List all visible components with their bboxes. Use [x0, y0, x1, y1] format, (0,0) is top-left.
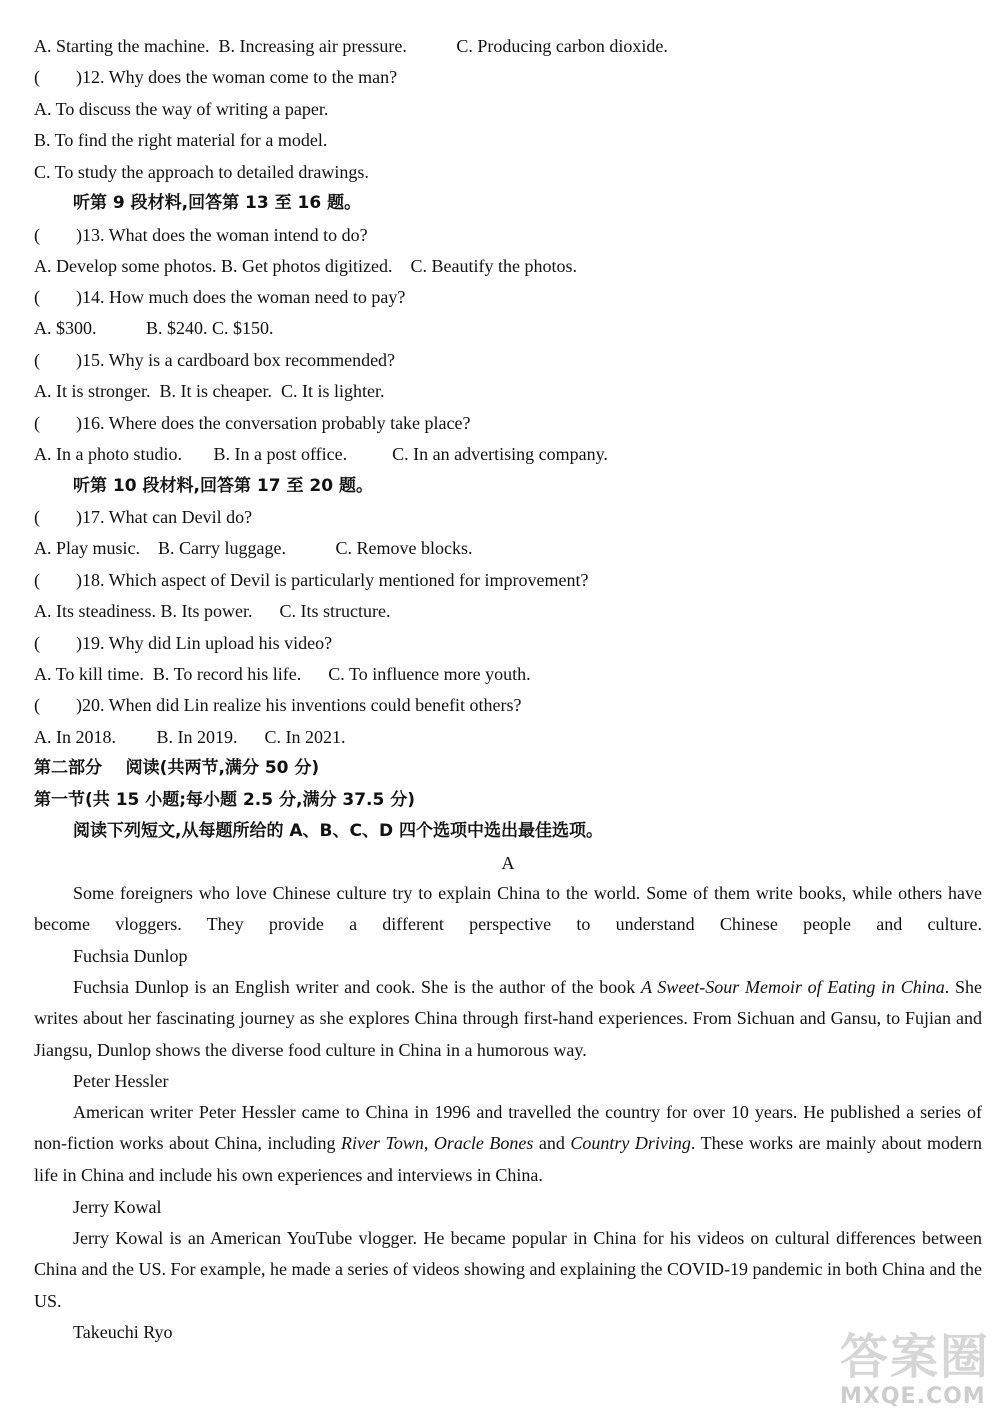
- book-title: Oracle Bones: [433, 1133, 534, 1154]
- option-line: A. To kill time. B. To record his life. C. To influence more youth.: [34, 664, 531, 684]
- question-18: ( )18. Which aspect of Devil is particularly mentioned for improvement?: [34, 570, 589, 590]
- question-19: ( )19. Why did Lin upload his video?: [34, 633, 333, 653]
- question-20: ( )20. When did Lin realize his inventions could benefit others?: [34, 695, 522, 715]
- person-name: Peter Hessler: [73, 1071, 169, 1091]
- option-line: A. Its steadiness. B. Its power. C. Its structure.: [34, 601, 391, 621]
- option-line: A. Develop some photos. B. Get photos digitized. C. Beautify the photos.: [34, 256, 577, 276]
- book-title: River Town: [341, 1133, 424, 1154]
- watermark-url: MXQE.COM: [840, 1384, 986, 1409]
- option-line: A. Play music. B. Carry luggage. C. Remove blocks.: [34, 538, 473, 558]
- option-line: A. In 2018. B. In 2019. C. In 2021.: [34, 727, 346, 747]
- passage-paragraph: American writer Peter Hessler came to China in 1996 and travelled the country for over 10 years. He published a series of non-fiction works about China, including River Town, Oracle Bones and Country Driving. These works are mainly about modern life in China and include his own experiences and interviews in China.: [34, 1102, 983, 1185]
- option-line: C. To study the approach to detailed drawings.: [34, 162, 369, 182]
- option-line: A. Starting the machine. B. Increasing air pressure. C. Producing carbon dioxide.: [34, 36, 668, 56]
- passage-intro: Some foreigners who love Chinese culture try to explain China to the world. Some of them write books, while others have become vloggers. They provide a different perspective to understand Chinese people and culture.: [34, 883, 982, 935]
- question-14: ( )14. How much does the woman need to pay?: [34, 287, 406, 307]
- option-line: B. To find the right material for a model.: [34, 130, 328, 150]
- passage-letter: A: [501, 853, 515, 873]
- option-line: A. In a photo studio. B. In a post office. C. In an advertising company.: [34, 444, 608, 464]
- person-name: Jerry Kowal: [73, 1197, 162, 1217]
- watermark-text: 答案圈: [840, 1329, 991, 1385]
- question-15: ( )15. Why is a cardboard box recommended?: [34, 350, 396, 370]
- person-name: Fuchsia Dunlop: [73, 946, 188, 966]
- person-name: Takeuchi Ryo: [73, 1322, 173, 1342]
- section-instruction: 听第 10 段材料,回答第 17 至 20 题。: [73, 476, 373, 496]
- option-line: A. It is stronger. B. It is cheaper. C. It is lighter.: [34, 381, 385, 401]
- option-line: A. To discuss the way of writing a paper.: [34, 99, 329, 119]
- section-heading: 第一节(共 15 小题;每小题 2.5 分,满分 37.5 分): [34, 790, 416, 810]
- question-13: ( )13. What does the woman intend to do?: [34, 225, 368, 245]
- passage-paragraph: Fuchsia Dunlop is an English writer and cook. She is the author of the book A Sweet-Sour Memoir of Eating in China. She writes about her fascinating journey as she explores China through first-hand experiences. From Sichuan and Gansu, to Fujian and Jiangsu, Dunlop shows the diverse food culture in China in a humorous way.: [34, 977, 982, 1060]
- book-title: A Sweet-Sour Memoir of Eating in China: [640, 977, 945, 997]
- passage-paragraph: Jerry Kowal is an American YouTube vlogger. He became popular in China for his videos on cultural differences between China and the US. For example, he made a series of videos showing and explaining the COVID-19 pandemic in both China and the US.: [34, 1228, 982, 1311]
- question-12: ( )12. Why does the woman come to the man?: [34, 67, 398, 87]
- watermark-logo: [840, 1318, 990, 1418]
- book-title: Country Driving: [570, 1133, 691, 1154]
- reading-instruction: 阅读下列短文,从每题所给的 A、B、C、D 四个选项中选出最佳选项。: [73, 821, 603, 841]
- part-heading: 第二部分 阅读(共两节,满分 50 分): [34, 758, 320, 778]
- question-16: ( )16. Where does the conversation probably take place?: [34, 413, 471, 433]
- section-instruction: 听第 9 段材料,回答第 13 至 16 题。: [73, 193, 362, 213]
- option-line: A. $300. B. $240. C. $150.: [34, 318, 274, 338]
- question-17: ( )17. What can Devil do?: [34, 507, 253, 527]
